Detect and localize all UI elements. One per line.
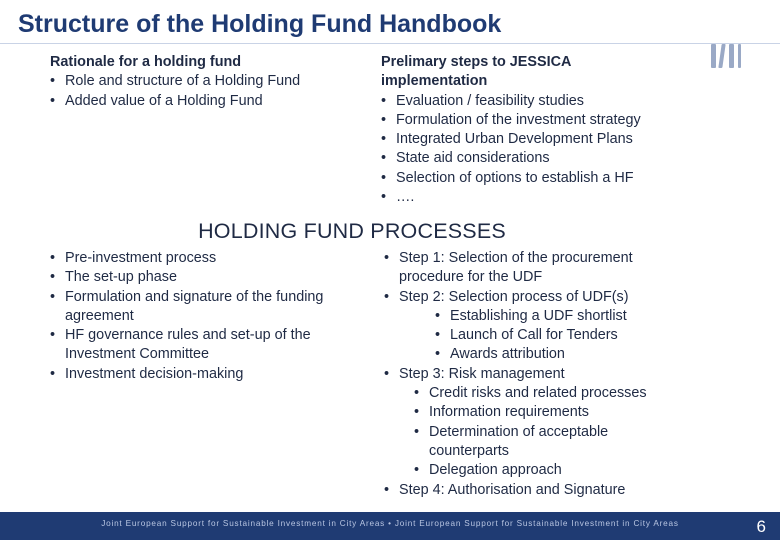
- step-3-sub: • Information requirements: [384, 403, 684, 422]
- list-item: • Added value of a Holding Fund: [50, 92, 360, 111]
- step-3-sub: • Credit risks and related processes: [384, 384, 684, 403]
- preliminary-list: [381, 92, 691, 208]
- section-title: HOLDING FUND PROCESSES: [198, 219, 506, 243]
- step-1: • Step 1: Selection of the procurement procedure for the UDF: [384, 249, 669, 288]
- step-3-sub: • Determination of acceptable counterparts: [384, 423, 629, 462]
- preliminary-block: [381, 53, 691, 207]
- list-item: • Formulation and signature of the funding agreement: [50, 288, 362, 327]
- title-divider: [0, 43, 780, 44]
- rationale-list: [50, 72, 360, 111]
- step-2-sub: • Awards attribution: [384, 345, 684, 364]
- step-2-sub: • Establishing a UDF shortlist: [384, 307, 684, 326]
- step-4: • Step 4: Authorisation and Signature: [384, 481, 684, 500]
- list-item: • The set-up phase: [50, 268, 362, 287]
- slide-title: Structure of the Holding Fund Handbook: [18, 10, 502, 38]
- step-2-sub: • Launch of Call for Tenders: [384, 326, 684, 345]
- list-item: • State aid considerations: [381, 149, 691, 168]
- rationale-heading: Rationale for a holding fund: [50, 54, 242, 70]
- preliminary-heading-line2: implementation: [381, 73, 488, 90]
- footer-bar: [0, 512, 780, 540]
- footer-text: Joint European Support for Sustainable Investment in City Areas • Joint European Support for Sustainable Investment in City Areas: [101, 519, 679, 528]
- list-item: • Formulation of the investment strategy: [381, 111, 691, 130]
- list-item: • Investment decision-making: [50, 365, 362, 384]
- step-3: • Step 3: Risk management: [384, 365, 684, 384]
- eu-bars-logo-icon: [709, 44, 743, 68]
- list-item: • Selection of options to establish a HF: [381, 169, 691, 188]
- processes-steps-list: [384, 249, 684, 500]
- processes-left-list: [50, 249, 362, 384]
- step-2: • Step 2: Selection process of UDF(s): [384, 288, 684, 307]
- list-item: • Role and structure of a Holding Fund: [50, 72, 360, 91]
- rationale-block: [50, 53, 360, 111]
- list-item: • ….: [381, 188, 691, 207]
- list-item: • Pre-investment process: [50, 249, 362, 268]
- list-item: • HF governance rules and set-up of the Investment Committee: [50, 326, 362, 365]
- processes-right-block: [384, 249, 684, 500]
- step-3-sub: • Delegation approach: [384, 461, 684, 480]
- processes-left-block: [50, 249, 362, 384]
- list-item: • Integrated Urban Development Plans: [381, 130, 691, 149]
- preliminary-heading-line1: Prelimary steps to JESSICA: [381, 54, 572, 70]
- page-number: 6: [756, 517, 766, 536]
- list-item: • Evaluation / feasibility studies: [381, 92, 691, 111]
